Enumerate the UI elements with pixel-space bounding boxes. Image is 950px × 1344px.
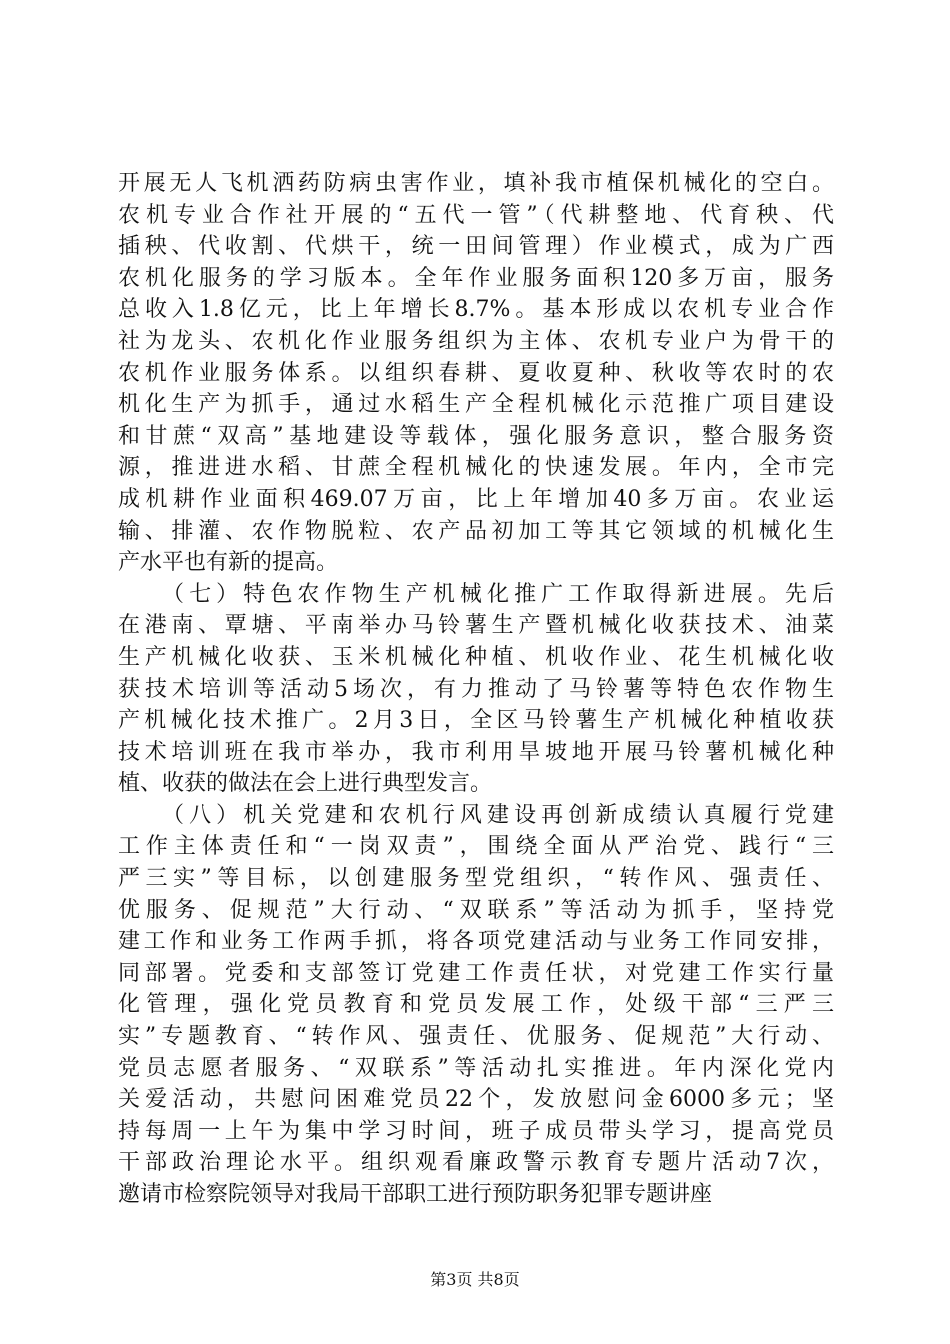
text-line: 严三实”等目标，以创建服务型党组织，“转作风、强责任、	[118, 866, 834, 892]
text-line: 化管理，强化党员教育和党员发展工作，处级干部“三严三	[118, 992, 834, 1018]
text-line: 关爱活动，共慰问困难党员22个，发放慰问金6000多元；坚	[118, 1087, 834, 1113]
page-number: 第3页 共8页	[430, 1270, 520, 1289]
text-line: 在港南、覃塘、平南举办马铃薯生产暨机械化收获技术、油菜	[118, 613, 834, 639]
text-line: 优服务、促规范”大行动、“双联系”等活动为抓手，坚持党	[118, 897, 834, 923]
text-line: 插秧、代收割、代烘干，统一田间管理）作业模式，成为广西	[118, 234, 834, 260]
text-line: 建工作和业务工作两手抓，将各项党建活动与业务工作同安排，	[118, 929, 834, 955]
text-line: 输、排灌、农作物脱粒、农产品初加工等其它领域的机械化生	[118, 518, 834, 544]
text-line: 生产机械化收获、玉米机械化种植、机收作业、花生机械化收	[118, 644, 834, 670]
text-line: 机化生产为抓手，通过水稻生产全程机械化示范推广项目建设	[118, 392, 834, 418]
text-line: 党员志愿者服务、“双联系”等活动扎实推进。年内深化党内	[118, 1055, 834, 1081]
text-line: 社为龙头、农机化作业服务组织为主体、农机专业户为骨干的	[118, 328, 834, 354]
text-line: 和甘蔗“双高”基地建设等载体，强化服务意识，整合服务资	[118, 423, 834, 449]
text-line: 开展无人飞机洒药防病虫害作业，填补我市植保机械化的空白。	[118, 171, 834, 196]
text-line: 获技术培训等活动5场次，有力推动了马铃薯等特色农作物生	[118, 676, 834, 702]
text-line: 农机作业服务体系。以组织春耕、夏收夏种、秋收等农时的农	[118, 360, 834, 386]
text-line: 实”专题教育、“转作风、强责任、优服务、促规范”大行动、	[118, 1024, 834, 1050]
text-line: 产水平也有新的提高。	[118, 550, 339, 576]
text-line: 技术培训班在我市举办，我市利用旱坡地开展马铃薯机械化种	[118, 739, 834, 765]
text-line: 工作主体责任和“一岗双责”，围绕全面从严治党、践行“三	[118, 834, 834, 860]
text-line: 产机械化技术推广。2月3日，全区马铃薯生产机械化种植收获	[118, 708, 834, 734]
body-text	[118, 168, 834, 1211]
text-line: 农机化服务的学习版本。全年作业服务面积120多万亩，服务	[118, 265, 834, 291]
text-line: 总收入1.8亿元，比上年增长8.7%。基本形成以农机专业合作	[118, 297, 834, 323]
text-line: 植、收获的做法在会上进行典型发言。	[118, 771, 493, 797]
text-line: 源，推进进水稻、甘蔗全程机械化的快速发展。年内，全市完	[118, 455, 834, 481]
text-line: 持每周一上午为集中学习时间，班子成员带头学习，提高党员	[118, 1118, 834, 1144]
text-line: 干部政治理论水平。组织观看廉政警示教育专题片活动7次，	[118, 1150, 834, 1176]
text-line: 邀请市检察院领导对我局干部职工进行预防职务犯罪专题讲座	[118, 1182, 713, 1207]
text-line: 成机耕作业面积469.07万亩，比上年增加40多万亩。农业运	[118, 486, 834, 512]
text-line: 农机专业合作社开展的“五代一管”（代耕整地、代育秧、代	[118, 202, 834, 228]
text-line: 同部署。党委和支部签订党建工作责任状，对党建工作实行量	[118, 960, 834, 986]
section-heading-line: （七）特色农作物生产机械化推广工作取得新进展。先后	[162, 581, 834, 607]
section-heading-line: （八）机关党建和农机行风建设再创新成绩认真履行党建	[162, 802, 834, 828]
